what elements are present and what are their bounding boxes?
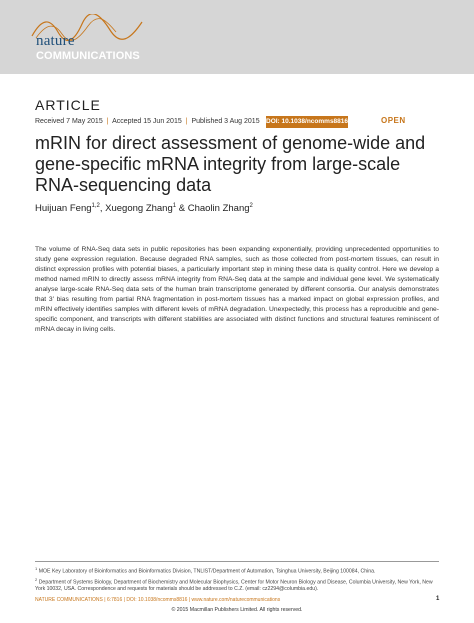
received-date: Received 7 May 2015 xyxy=(35,118,103,125)
page-number: 1 xyxy=(436,596,440,602)
date-separator: | xyxy=(106,118,109,125)
affiliation-2 xyxy=(35,576,439,594)
accepted-date: Accepted 15 Jun 2015 xyxy=(112,118,182,125)
author-affiliation-sup: 2 xyxy=(249,203,253,209)
article-type-label: ARTICLE xyxy=(35,97,101,113)
author-affiliation-sup: 1,2 xyxy=(91,203,100,209)
logo-text-nature: nature xyxy=(36,33,75,49)
copyright-notice: © 2015 Macmillan Publishers Limited. All rights reserved. xyxy=(171,607,303,613)
author-name[interactable]: Xuegong Zhang xyxy=(105,203,173,215)
article-title: mRIN for direct assessment of genome-wide and gene-specific mRNA integrity from large-scale RNA-sequencing data xyxy=(35,133,426,195)
logo-text-communications: COMMUNICATIONS xyxy=(36,50,140,62)
affiliation-text: Department of Systems Biology, Department of Biochemistry and Molecular Biophysics, Center for Motor Neuron Biology and Disease, Columbia University, New York, New York 10032, USA. Correspondence and requests for materials should be addressed to C.Z. (email: cz2294@columbia.edu). xyxy=(35,579,433,593)
publication-dates xyxy=(35,118,260,125)
affiliations xyxy=(35,561,439,593)
doi-link[interactable]: DOI: 10.1038/ncomms8816 xyxy=(266,116,348,128)
affiliation-1 xyxy=(35,565,439,576)
date-separator: | xyxy=(185,118,188,125)
open-access-label: OPEN xyxy=(381,116,406,125)
journal-header xyxy=(0,0,474,74)
author-affiliation-sup: 1 xyxy=(172,203,177,209)
affiliation-text: MOE Key Laboratory of Bioinformatics and Bioinformatics Division, TNLIST/Department of Automation, Tsinghua University, Beijing 100084, China. xyxy=(38,568,376,575)
author-name[interactable]: Chaolin Zhang xyxy=(187,203,250,215)
footer-journal-info[interactable]: NATURE COMMUNICATIONS | 6:7816 | DOI: 10.1038/ncomms8816 | www.nature.com/naturecommunications xyxy=(35,597,281,603)
author-separator: & xyxy=(176,203,188,215)
author-list xyxy=(35,203,253,214)
author-separator: , xyxy=(99,203,106,215)
published-date: Published 3 Aug 2015 xyxy=(191,118,260,125)
affiliation-sup: 2 xyxy=(35,576,38,582)
affiliation-sup: 1 xyxy=(35,566,38,571)
author-name[interactable]: Huijuan Feng xyxy=(35,203,92,215)
abstract-text: The volume of RNA-Seq data sets in public repositories has been expanding exponentially, providing unprecedented opportunities to study gene expression regulation. Because degraded RNA samples, such as those collected from post-mortem tissues, can result in distinct expression profiles with potential biases, a particularly important step in mining these data is quality control. Here we develop a method named mRIN to directly assess mRNA integrity from RNA-Seq data at the sample and individual gene level. We systematically analyse large-scale RNA-Seq data sets of the human brain transcriptome generated by different consortia. Our analysis demonstrates that 3′ bias resulting from partial RNA fragmentation in post-mortem tissues has a marked impact on global expression profiles, and mRIN effectively identifies samples with different levels of mRNA degradation. Unexpectedly, this process has a reproducible and gene-specific component, and transcripts with different stabilities are associated with distinct functions and structural features reminiscent of mRNA decay in living cells. xyxy=(35,246,439,333)
journal-logo[interactable] xyxy=(30,14,170,64)
